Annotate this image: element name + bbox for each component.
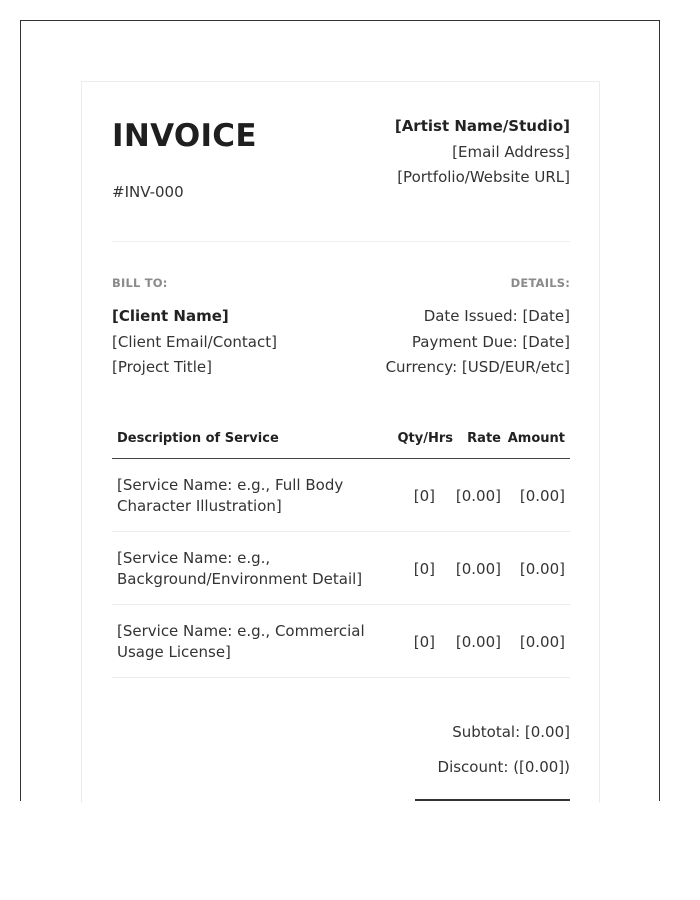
column-header-rate: Rate (467, 431, 501, 446)
client-name: [Client Name] (112, 307, 229, 325)
column-header-description: Description of Service (117, 431, 279, 446)
artist-name: [Artist Name/Studio] (394, 117, 570, 135)
row-2-qty: [0] (413, 560, 435, 578)
project-title: [Project Title] (112, 358, 212, 376)
row-divider (112, 677, 570, 678)
row-divider (112, 531, 570, 532)
row-2-rate: [0.00] (455, 560, 501, 578)
table-header-divider (112, 458, 570, 459)
bill-to-label: BILL TO: (112, 276, 168, 290)
artist-email: [Email Address] (452, 143, 570, 161)
header-divider (112, 241, 570, 242)
currency: Currency: [USD/EUR/etc] (385, 358, 570, 376)
row-2-amount: [0.00] (519, 560, 565, 578)
column-header-qty: Qty/Hrs (397, 431, 453, 446)
client-contact: [Client Email/Contact] (112, 333, 277, 351)
row-3-description: [Service Name: e.g., Commercial Usage License] (117, 622, 365, 661)
invoice-title: INVOICE (112, 118, 257, 154)
payment-due: Payment Due: [Date] (411, 333, 570, 351)
invoice-number: #INV-000 (112, 183, 184, 201)
row-3-qty: [0] (413, 633, 435, 651)
discount: Discount: ([0.00]) (437, 758, 570, 776)
subtotal: Subtotal: [0.00] (452, 723, 570, 741)
date-issued: Date Issued: [Date] (423, 307, 570, 325)
row-3-rate: [0.00] (455, 633, 501, 651)
row-1-amount: [0.00] (519, 487, 565, 505)
row-2-description: [Service Name: e.g., Background/Environment Detail] (117, 549, 363, 588)
details-label: DETAILS: (510, 276, 570, 290)
row-3-amount: [0.00] (519, 633, 565, 651)
row-divider (112, 604, 570, 605)
artist-website: [Portfolio/Website URL] (397, 168, 570, 186)
row-1-description: [Service Name: e.g., Full Body Character Illustration] (117, 476, 344, 515)
totals-divider (415, 799, 570, 801)
row-1-rate: [0.00] (455, 487, 501, 505)
row-1-qty: [0] (413, 487, 435, 505)
column-header-amount: Amount (507, 431, 565, 446)
